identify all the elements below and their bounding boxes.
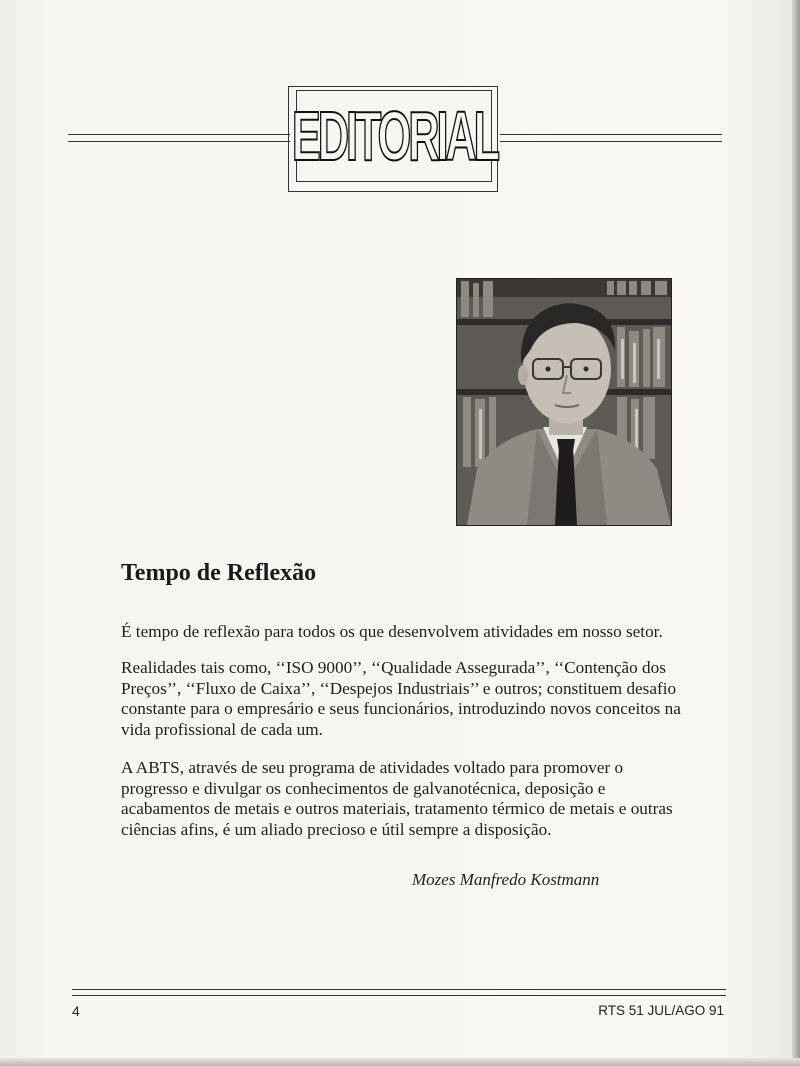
author-signature: Mozes Manfredo Kostmann [412,870,600,889]
section-title-box [291,90,497,182]
footer-rule-bottom [72,995,726,996]
issue-label: RTS 51 JUL/AGO 91 [598,1003,724,1018]
article-headline: Tempo de Reflexão [121,560,317,586]
article-paragraph-3: A ABTS, através de seu programa de atividades voltado para promover o progresso e divulgar os conhecimentos de galvanotécnica, deposição e acabamentos de metais e outros materiais, tratamento térmico de metais e outras ciências afins, é um aliado precioso e útil sempre a disposição. [121,758,673,839]
section-title: EDITORIAL [291,97,497,175]
article-paragraph-2: Realidades tais como, ‘‘ISO 9000’’, ‘‘Qualidade Assegurada’’, ‘‘Contenção dos Preços’’, ‘‘Fluxo de Caixa’’, ‘‘Despejos Industriais’’ e outros; constituem desafio constante para o empresário e seus funcionários, introduzindo novos conceitos na vida profissional de cada um. [121,658,681,739]
header-rule-left-bottom [68,141,290,142]
page-edge-shadow [792,0,800,1066]
page-number: 4 [72,1003,80,1019]
portrait-photo [456,278,672,526]
portrait-icon [457,279,671,525]
page-bottom-shadow [0,1058,800,1066]
footer-rule-top [72,989,726,990]
header-rule-right-bottom [500,141,722,142]
header-rule-right-top [500,134,722,135]
header-rule-left-top [68,134,290,135]
article-paragraph-1: É tempo de reflexão para todos os que desenvolvem atividades em nosso setor. [121,622,663,641]
